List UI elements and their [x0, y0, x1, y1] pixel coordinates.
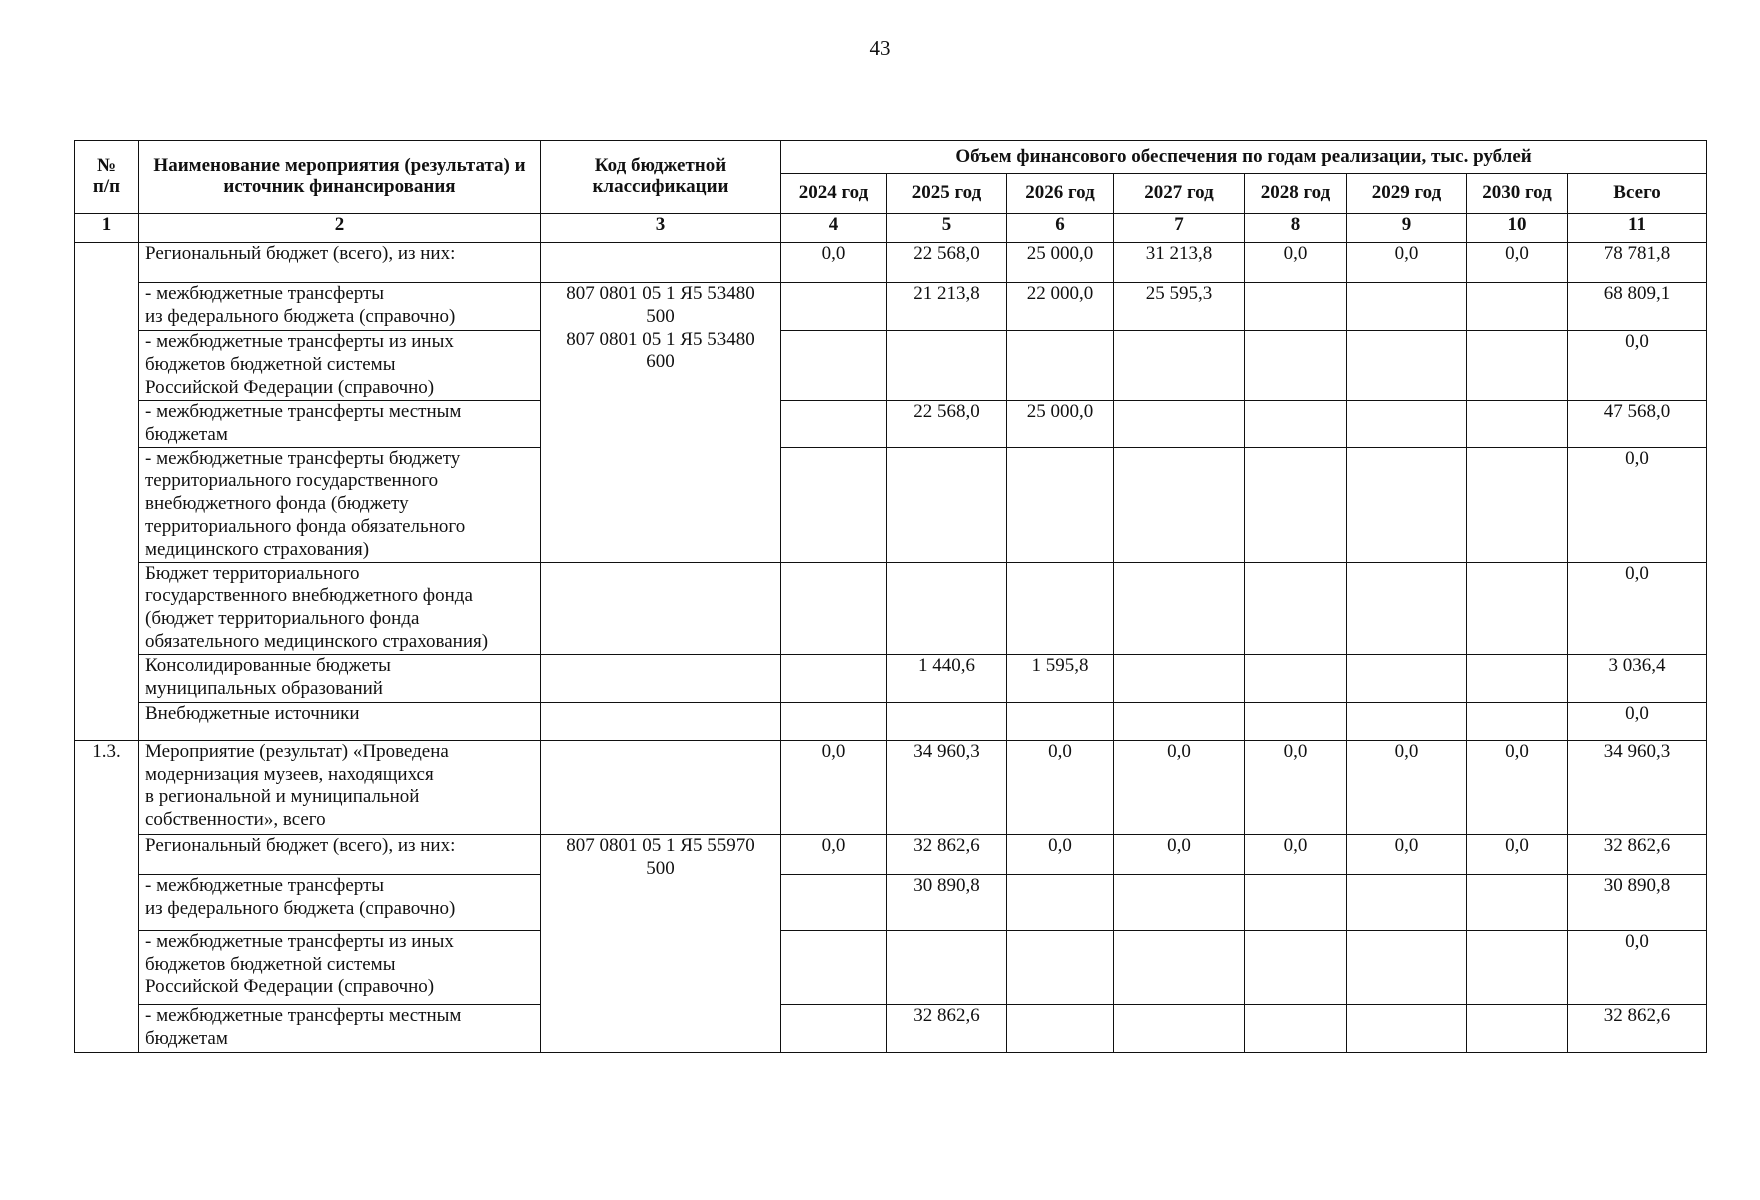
column-number: 8 [1245, 214, 1347, 243]
budget-code-cell [541, 243, 781, 283]
total-cell: 32 862,6 [1568, 1004, 1707, 1052]
total-cell: 30 890,8 [1568, 874, 1707, 930]
total-cell: 0,0 [1568, 930, 1707, 1004]
value-cell [1467, 930, 1568, 1004]
value-cell [1245, 401, 1347, 448]
value-cell [1467, 1004, 1568, 1052]
column-number: 5 [887, 214, 1007, 243]
value-cell [1347, 930, 1467, 1004]
row-number-cell [75, 243, 139, 741]
value-cell [1467, 401, 1568, 448]
value-cell [1467, 283, 1568, 331]
value-cell: 0,0 [1114, 834, 1245, 874]
total-cell: 34 960,3 [1568, 740, 1707, 834]
value-cell [1467, 702, 1568, 740]
table-row [75, 1004, 1707, 1052]
value-cell: 0,0 [1467, 243, 1568, 283]
value-cell: 31 213,8 [1114, 243, 1245, 283]
value-cell [781, 1004, 887, 1052]
value-cell [1007, 702, 1114, 740]
value-cell [887, 930, 1007, 1004]
value-cell [781, 447, 887, 562]
column-number: 9 [1347, 214, 1467, 243]
value-cell: 1 440,6 [887, 654, 1007, 702]
table-row [75, 834, 1707, 874]
value-cell [1347, 331, 1467, 401]
value-cell [1007, 930, 1114, 1004]
row-name: - межбюджетные трансферты местным бюджетам [139, 401, 541, 448]
event-row [75, 740, 1707, 834]
row-name: - межбюджетные трансферты из иных бюджетов бюджетной системы Российской Федерации (справочно) [139, 930, 541, 1004]
value-cell: 0,0 [1007, 834, 1114, 874]
value-cell: 25 000,0 [1007, 401, 1114, 448]
value-cell [1245, 447, 1347, 562]
value-cell [1007, 331, 1114, 401]
value-cell [1007, 1004, 1114, 1052]
value-cell [1114, 930, 1245, 1004]
row-name: - межбюджетные трансферты из иных бюджетов бюджетной системы Российской Федерации (справочно) [139, 331, 541, 401]
value-cell [1114, 654, 1245, 702]
table-row [75, 562, 1707, 654]
value-cell: 34 960,3 [887, 740, 1007, 834]
value-cell: 22 000,0 [1007, 283, 1114, 331]
column-number: 2 [139, 214, 541, 243]
row-name: Мероприятие (результат) «Проведена модернизация музеев, находящихся в региональной и муниципальной собственности», всего [139, 740, 541, 834]
table-row [75, 930, 1707, 1004]
total-cell: 47 568,0 [1568, 401, 1707, 448]
row-name: Региональный бюджет (всего), из них: [139, 834, 541, 874]
column-number: 1 [75, 214, 139, 243]
value-cell [1347, 874, 1467, 930]
value-cell: 0,0 [781, 834, 887, 874]
row-name: - межбюджетные трансферты из федерального бюджета (справочно) [139, 874, 541, 930]
column-number: 7 [1114, 214, 1245, 243]
value-cell [1467, 562, 1568, 654]
value-cell: 1 595,8 [1007, 654, 1114, 702]
value-cell [887, 331, 1007, 401]
header-code: Код бюджетной классификации [541, 141, 781, 214]
value-cell [1347, 283, 1467, 331]
value-cell [781, 702, 887, 740]
header-total: Всего [1568, 174, 1707, 214]
value-cell [781, 331, 887, 401]
row-name: Внебюджетные источники [139, 702, 541, 740]
value-cell: 0,0 [1467, 834, 1568, 874]
table-row [75, 331, 1707, 401]
value-cell: 0,0 [781, 243, 887, 283]
table-row [75, 702, 1707, 740]
value-cell [781, 654, 887, 702]
value-cell [781, 562, 887, 654]
value-cell: 30 890,8 [887, 874, 1007, 930]
total-cell: 0,0 [1568, 702, 1707, 740]
value-cell: 32 862,6 [887, 1004, 1007, 1052]
row-name: - межбюджетные трансферты местным бюджетам [139, 1004, 541, 1052]
value-cell [1347, 447, 1467, 562]
budget-code-cell [541, 702, 781, 740]
value-cell [1245, 702, 1347, 740]
row-name: Бюджет территориального государственного внебюджетного фонда (бюджет территориального фонда обязательного медицинского страхования) [139, 562, 541, 654]
value-cell [1467, 654, 1568, 702]
value-cell [1245, 874, 1347, 930]
table-row [75, 401, 1707, 448]
row-number: 1.3. [75, 740, 139, 1052]
value-cell [781, 401, 887, 448]
total-cell: 3 036,4 [1568, 654, 1707, 702]
column-number: 10 [1467, 214, 1568, 243]
value-cell [1114, 702, 1245, 740]
value-cell: 0,0 [1347, 740, 1467, 834]
column-number: 11 [1568, 214, 1707, 243]
table-row [75, 243, 1707, 283]
total-cell: 68 809,1 [1568, 283, 1707, 331]
value-cell: 0,0 [1467, 740, 1568, 834]
value-cell [781, 930, 887, 1004]
table-row [75, 874, 1707, 930]
value-cell [781, 874, 887, 930]
header-year: 2025 год [887, 174, 1007, 214]
value-cell: 21 213,8 [887, 283, 1007, 331]
value-cell [1347, 562, 1467, 654]
total-cell: 0,0 [1568, 562, 1707, 654]
value-cell [1007, 562, 1114, 654]
value-cell [1245, 930, 1347, 1004]
budget-code-cell [541, 654, 781, 702]
value-cell [1347, 1004, 1467, 1052]
value-cell [1245, 283, 1347, 331]
table-row [75, 654, 1707, 702]
header-year: 2029 год [1347, 174, 1467, 214]
table-row [75, 283, 1707, 331]
budget-code: 807 0801 05 1 Я5 53480 500 807 0801 05 1 Я5 53480 600 [541, 283, 781, 563]
header-year: 2027 год [1114, 174, 1245, 214]
value-cell: 0,0 [1347, 834, 1467, 874]
funding-table [74, 140, 1707, 1053]
value-cell [1347, 654, 1467, 702]
header-no: № п/п [75, 141, 139, 214]
value-cell: 25 000,0 [1007, 243, 1114, 283]
total-cell: 0,0 [1568, 447, 1707, 562]
column-number: 3 [541, 214, 781, 243]
page-number: 43 [869, 36, 891, 60]
value-cell: 0,0 [1245, 243, 1347, 283]
value-cell [1114, 447, 1245, 562]
total-cell: 32 862,6 [1568, 834, 1707, 874]
value-cell [1467, 874, 1568, 930]
value-cell [1245, 331, 1347, 401]
value-cell [1467, 447, 1568, 562]
value-cell: 0,0 [1347, 243, 1467, 283]
value-cell [1114, 331, 1245, 401]
row-name: Региональный бюджет (всего), из них: [139, 243, 541, 283]
value-cell: 0,0 [781, 740, 887, 834]
header-year: 2030 год [1467, 174, 1568, 214]
value-cell [1245, 562, 1347, 654]
value-cell [1114, 562, 1245, 654]
row-name: Консолидированные бюджеты муниципальных образований [139, 654, 541, 702]
row-name: - межбюджетные трансферты из федерального бюджета (справочно) [139, 283, 541, 331]
value-cell [887, 702, 1007, 740]
value-cell: 0,0 [1114, 740, 1245, 834]
value-cell [1114, 401, 1245, 448]
value-cell [1467, 331, 1568, 401]
total-cell: 78 781,8 [1568, 243, 1707, 283]
value-cell: 32 862,6 [887, 834, 1007, 874]
total-cell: 0,0 [1568, 331, 1707, 401]
row-name: - межбюджетные трансферты бюджету территориального государственного внебюджетного фонда (бюджету территориального фонда обязательного медицинского страхования) [139, 447, 541, 562]
value-cell: 0,0 [1245, 834, 1347, 874]
value-cell [1245, 654, 1347, 702]
value-cell [1347, 401, 1467, 448]
header-year: 2026 год [1007, 174, 1114, 214]
value-cell: 25 595,3 [1114, 283, 1245, 331]
value-cell [1245, 1004, 1347, 1052]
value-cell [1007, 447, 1114, 562]
header-name: Наименование мероприятия (результата) и источник финансирования [139, 141, 541, 214]
value-cell [887, 562, 1007, 654]
value-cell: 22 568,0 [887, 401, 1007, 448]
header-year: 2028 год [1245, 174, 1347, 214]
column-number: 6 [1007, 214, 1114, 243]
budget-code-cell [541, 562, 781, 654]
value-cell [1114, 1004, 1245, 1052]
value-cell: 22 568,0 [887, 243, 1007, 283]
value-cell [1347, 702, 1467, 740]
budget-code-cell [541, 740, 781, 834]
value-cell: 0,0 [1245, 740, 1347, 834]
table-row [75, 447, 1707, 562]
column-number: 4 [781, 214, 887, 243]
header-year: 2024 год [781, 174, 887, 214]
header-funding: Объем финансового обеспечения по годам реализации, тыс. рублей [781, 141, 1707, 174]
budget-code: 807 0801 05 1 Я5 55970 500 [541, 834, 781, 1052]
value-cell [781, 283, 887, 331]
value-cell [887, 447, 1007, 562]
value-cell: 0,0 [1007, 740, 1114, 834]
value-cell [1007, 874, 1114, 930]
value-cell [1114, 874, 1245, 930]
